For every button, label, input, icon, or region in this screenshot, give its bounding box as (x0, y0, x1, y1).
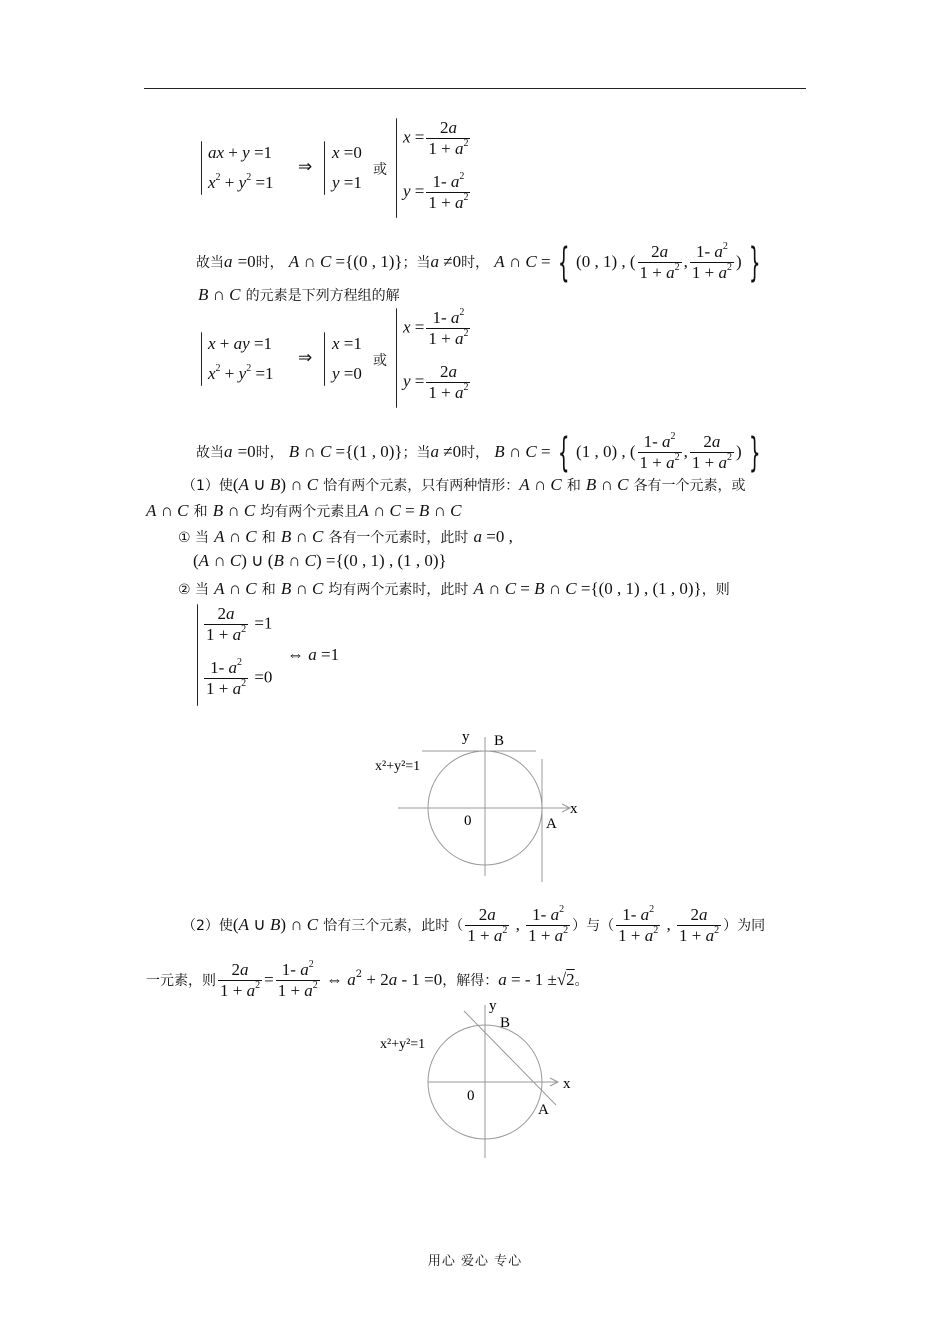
equation: $\frac{2a}{1 + a^2}$ =1 (206, 604, 273, 644)
case-1: ① 当 A ∩ C 和 B ∩ C 各有一个元素时，此时 a =0 , (178, 527, 513, 546)
brace (324, 332, 325, 386)
paragraph: 一元素，则 $\frac{2a}{1 + a^2}$ = $\frac{1- a^2}{1 + a^2}$ ⇔ $a^2 + 2a - 1 =0$，解得：a = - 1 ±√2。 (146, 959, 589, 1000)
point-a-label: A (538, 1102, 549, 1118)
circle-label: x²+y²=1 (375, 759, 421, 774)
x-label: x (563, 1076, 571, 1092)
brace (201, 141, 202, 195)
equation: y = $\frac{2a}{1 + a^2}$ (403, 362, 469, 402)
footer: 用心 爱心 专心 (427, 1254, 523, 1269)
implies-symbol: ⇒ (298, 348, 313, 367)
paragraph: （2）使(A ∪ B) ∩ C 恰有三个元素，此时（ $\frac{2a}{1 + a^2}$ , $\frac{1- a^2}{1 + a^2}$ ）与（ $\frac{1- a^2}{1 + a^2}$ , $\frac{2a}{1 + a^2}$ ）为同 (182, 904, 766, 945)
equation: y = $\frac{1- a^2}{1 + a^2}$ (403, 171, 469, 212)
equation: $\frac{1- a^2}{1 + a^2}$ =0 (206, 657, 273, 698)
equation: x =0 (332, 143, 362, 162)
or-text: 或 (373, 162, 387, 178)
origin-label: 0 (464, 813, 472, 829)
header-rule (144, 88, 806, 89)
brace (396, 308, 397, 408)
brace (324, 141, 325, 195)
figure-2 (0, 995, 950, 1160)
origin-label: 0 (467, 1088, 475, 1104)
y-label: y (489, 998, 497, 1014)
y-label: y (462, 729, 470, 745)
figure-1 (0, 720, 950, 890)
case-1-result: (A ∩ C) ∪ (B ∩ C) ={(0 , 1) , (1 , 0)} (193, 551, 447, 570)
equation: ⇔ a =1 (287, 645, 340, 664)
equation: x = $\frac{2a}{1 + a^2}$ (403, 118, 469, 158)
equation: $x^2 + y^2 =1$ (208, 172, 274, 192)
or-text: 或 (373, 353, 387, 369)
point-b-label: B (494, 733, 505, 749)
equation: x = $\frac{1- a^2}{1 + a^2}$ (403, 307, 469, 348)
brace (396, 118, 397, 218)
case-line: 故当a =0时， B ∩ C ={(1 , 0)}；当a ≠0时， B ∩ C = { (1 , 0) , ( $\frac{1- a^2}{1 + a^2}$ , $\frac{2a}{1 + a^2}$ ) } (196, 429, 761, 476)
equation: x =1 (332, 334, 362, 353)
x-label: x (570, 801, 578, 817)
case-2: ② 当 A ∩ C 和 B ∩ C 均有两个元素时，此时 A ∩ C = B ∩ C ={(0 , 1) , (1 , 0)}，则 (178, 579, 730, 598)
paragraph: （1）使(A ∪ B) ∩ C 恰有两个元素，只有两种情形：A ∩ C 和 B ∩ C 各有一个元素，或 (182, 475, 746, 494)
equation: x + ay =1 (208, 334, 273, 353)
equation: y =0 (332, 364, 362, 383)
point-a-label: A (546, 816, 557, 832)
paragraph: A ∩ C 和 B ∩ C 均有两个元素且A ∩ C = B ∩ C (146, 501, 462, 520)
equation: y =1 (332, 173, 362, 192)
equation: $x^2 + y^2 =1$ (208, 363, 274, 383)
brace (201, 332, 202, 386)
point-b-label: B (500, 1015, 511, 1031)
circle-label: x²+y²=1 (380, 1037, 426, 1052)
equation: ax + y =1 (208, 143, 273, 162)
brace (197, 604, 198, 706)
bc-intro: B ∩ C 的元素是下列方程组的解 (198, 285, 400, 304)
case-line: 故当a =0时， A ∩ C ={(0 , 1)}；当a ≠0时， A ∩ C = { (0 , 1) , ( $\frac{2a}{1 + a^2}$ , $\frac{1- a^2}{1 + a^2}$ ) } (196, 239, 761, 286)
implies-symbol: ⇒ (298, 157, 313, 176)
